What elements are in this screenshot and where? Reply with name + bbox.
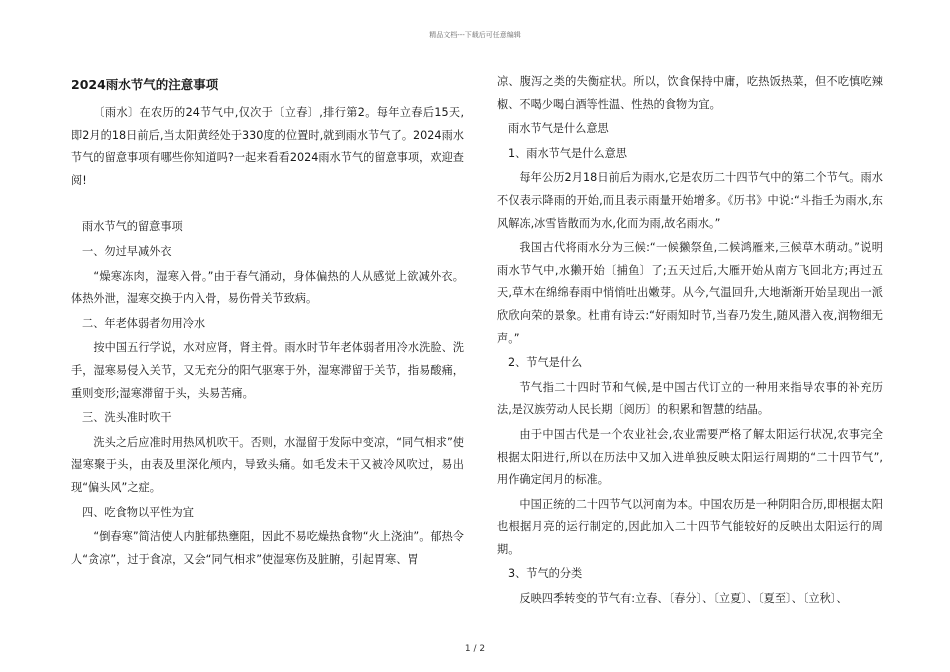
solar-term-paragraph-1: 节气指二十四时节和气候,是中国古代订立的一种用来指导农事的补充历法,是汉族劳动人民长期〔阅历〕的积累和智慧的结晶。 [497,380,883,417]
section-heading-meaning: 雨水节气是什么意思 [508,122,609,136]
section-heading: 雨水节气的留意事项 [82,220,183,234]
continued-paragraph: 凉、腹泻之类的失衡症状。所以，饮食保持中庸，吃热饭热菜，但不吃慎吃辣椒、不喝少喝白酒等性温、性热的食物为宜。 [497,75,883,111]
intro-paragraph: 〔雨水〕在农历的24节气中,仅次于〔立春〕,排行第2。每年立春后15天,即2月的18日前后,当太阳黄经处于330度的位置时,就到雨水节气了。2024雨水节气的留意事项有哪些你知道吗?一起来看看2024雨水节气的留意事项，欢迎查阅! [71,106,464,187]
solar-term-paragraph-2: 由于中国古代是一个农业社会,农业需要严格了解太阳运行状况,农事完全根据太阳进行,所以在历法中又加入进单独反映太阳运行周期的“二十四节气”,用作确定闰月的标准。 [497,427,883,487]
classification-paragraph: 反映四季转变的节气有:立春、〔春分〕、〔立夏〕、〔夏至〕、〔立秋〕、 [519,592,848,606]
meaning-paragraph-2: 我国古代将雨水分为三候:“一候獭祭鱼,二候鸿雁来,三候草木萌动。”说明雨水节气中,水獭开始〔捕鱼〕了;五天过后,大雁开始从南方飞回北方;再过五天,草木在绵绵春雨中悄悄吐出嫩芽。从今,气温回升,大地渐渐开始呈现出一派欣欣向荣的景象。杜甫有诗云:“好雨知时节,当春乃发生,随风潜入夜,润物细无声。” [497,241,883,345]
tip-heading-2: 二、年老体弱者勿用冷水 [82,316,206,330]
tip-heading-1: 一、勿过早减外衣 [82,244,172,258]
page-header: 精品文档---下载后可任意编辑 [429,31,521,39]
tip-heading-3: 三、洗头准时吹干 [82,411,172,425]
tip-heading-4: 四、吃食物以平性为宜 [82,505,194,519]
subheading-2: 2、节气是什么 [508,356,583,370]
meaning-paragraph-1: 每年公历2月18日前后为雨水,它是农历二十四节气中的第二个节气。雨水不仅表示降雨的开始,而且表示雨量开始增多。《历书》中说:“斗指壬为雨水,东风解冻,冰雪皆散而为水,化而为雨,故名雨水。” [497,171,883,230]
tip-paragraph-1: “燥寒冻肉，湿寒入骨。”由于春气涌动，身体偏热的人从感觉上欲减外衣。体热外泄，湿寒交换于内入骨，易伤骨关节致病。 [71,269,464,306]
tip-paragraph-4: “倒春寒”简洁使人内脏郁热壅阻，因此不易吃燥热食物“火上浇油”。郁热令人“贪凉”，过于食凉，又会“同气相求”使湿寒伤及脏腑，引起胃寒、胃 [71,530,464,566]
left-column [71,75,464,573]
tip-paragraph-2: 按中国五行学说，水对应肾，肾主骨。雨水时节年老体弱者用冷水洗脸、洗手，湿寒易侵入关节，又无充分的阳气驱寒于外，湿寒滞留于关节，指易酸痛，重则变形;湿寒滞留于头，头易苦痛。 [71,341,464,400]
tip-paragraph-3: 洗头之后应准时用热风机吹干。否则，水湿留于发际中变凉，“同气相求”使湿寒聚于头，由表及里深化颅内，导致头痛。如毛发未干又被冷风吹过，易出现“偏头风”之症。 [71,435,464,494]
document-title: 2024雨水节气的注意事项 [71,77,219,92]
subheading-3: 3、节气的分类 [508,567,583,581]
solar-term-paragraph-3: 中国正统的二十四节气以河南为本。中国农历是一种阴阳合历,即根据太阳也根据月亮的运行制定的,因此加入二十四节气能较好的反映出太阳运行的周期。 [497,497,883,556]
spacer [71,194,464,216]
right-column [497,71,883,613]
page-number: 1 / 2 [464,644,486,654]
subheading-1: 1、雨水节气是什么意思 [508,146,627,160]
